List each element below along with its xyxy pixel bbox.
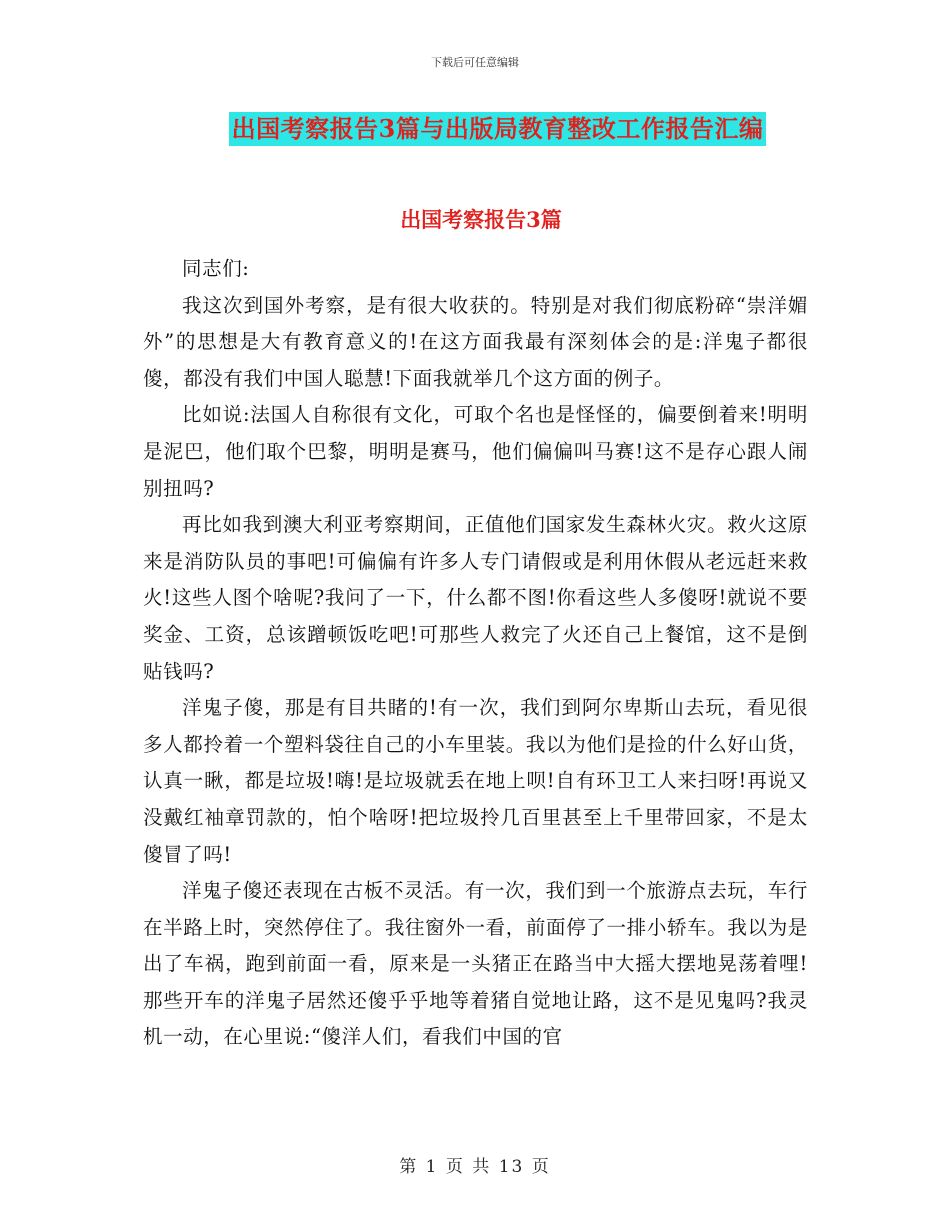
- main-title-container: [0, 112, 950, 146]
- page-footer: 第 1 页 共 13 页: [399, 1157, 551, 1177]
- header-note: 下载后可任意编辑: [431, 56, 519, 69]
- section-title: 出国考察报告3篇: [400, 207, 562, 232]
- paragraph: 比如说:法国人自称很有文化，可取个名也是怪怪的，偏要倒着来!明明是泥巴，他们取个巴黎，明明是赛马，他们偏偏叫马赛!这不是存心跟人闹别扭吗?: [143, 403, 808, 500]
- paragraph: 洋鬼子傻还表现在古板不灵活。有一次，我们到一个旅游点去玩，车行在半路上时，突然停住了。我往窗外一看，前面停了一排小轿车。我以为是出了车祸，跑到前面一看，原来是一头猪正在路当中大摇大摆地晃荡着哩!那些开车的洋鬼子居然还傻乎乎地等着猪自觉地让路，这不是见鬼吗?我灵机一动，在心里说:“傻洋人们，看我们中国的官: [143, 879, 808, 1049]
- document-body: [143, 251, 808, 1056]
- paragraph: 我这次到国外考察，是有很大收获的。特别是对我们彻底粉碎“崇洋媚外”的思想是大有教育意义的!在这方面我最有深刻体会的是:洋鬼子都很傻，都没有我们中国人聪慧!下面我就举几个这方面的例子。: [143, 293, 808, 390]
- paragraph: 再比如我到澳大利亚考察期间，正值他们国家发生森林火灾。救火这原来是消防队员的事吧!可偏偏有许多人专门请假或是利用休假从老远赶来救火!这些人图个啥呢?我问了一下，什么都不图!你看这些人多傻呀!就说不要奖金、工资，总该蹭顿饭吃吧!可那些人救完了火还自己上餐馆，这不是倒贴钱吗?: [143, 513, 808, 683]
- paragraph-greeting: 同志们:: [182, 257, 250, 280]
- main-title: 出国考察报告3篇与出版局教育整改工作报告汇编: [229, 112, 767, 146]
- paragraph: 洋鬼子傻，那是有目共睹的!有一次，我们到阿尔卑斯山去玩，看见很多人都拎着一个塑料袋往自己的小车里装。我以为他们是捡的什么好山货，认真一瞅，都是垃圾!嗨!是垃圾就丢在地上呗!自有环卫工人来扫呀!再说又没戴红袖章罚款的，怕个啥呀!把垃圾拎几百里甚至上千里带回家，不是太傻冒了吗!: [143, 696, 808, 866]
